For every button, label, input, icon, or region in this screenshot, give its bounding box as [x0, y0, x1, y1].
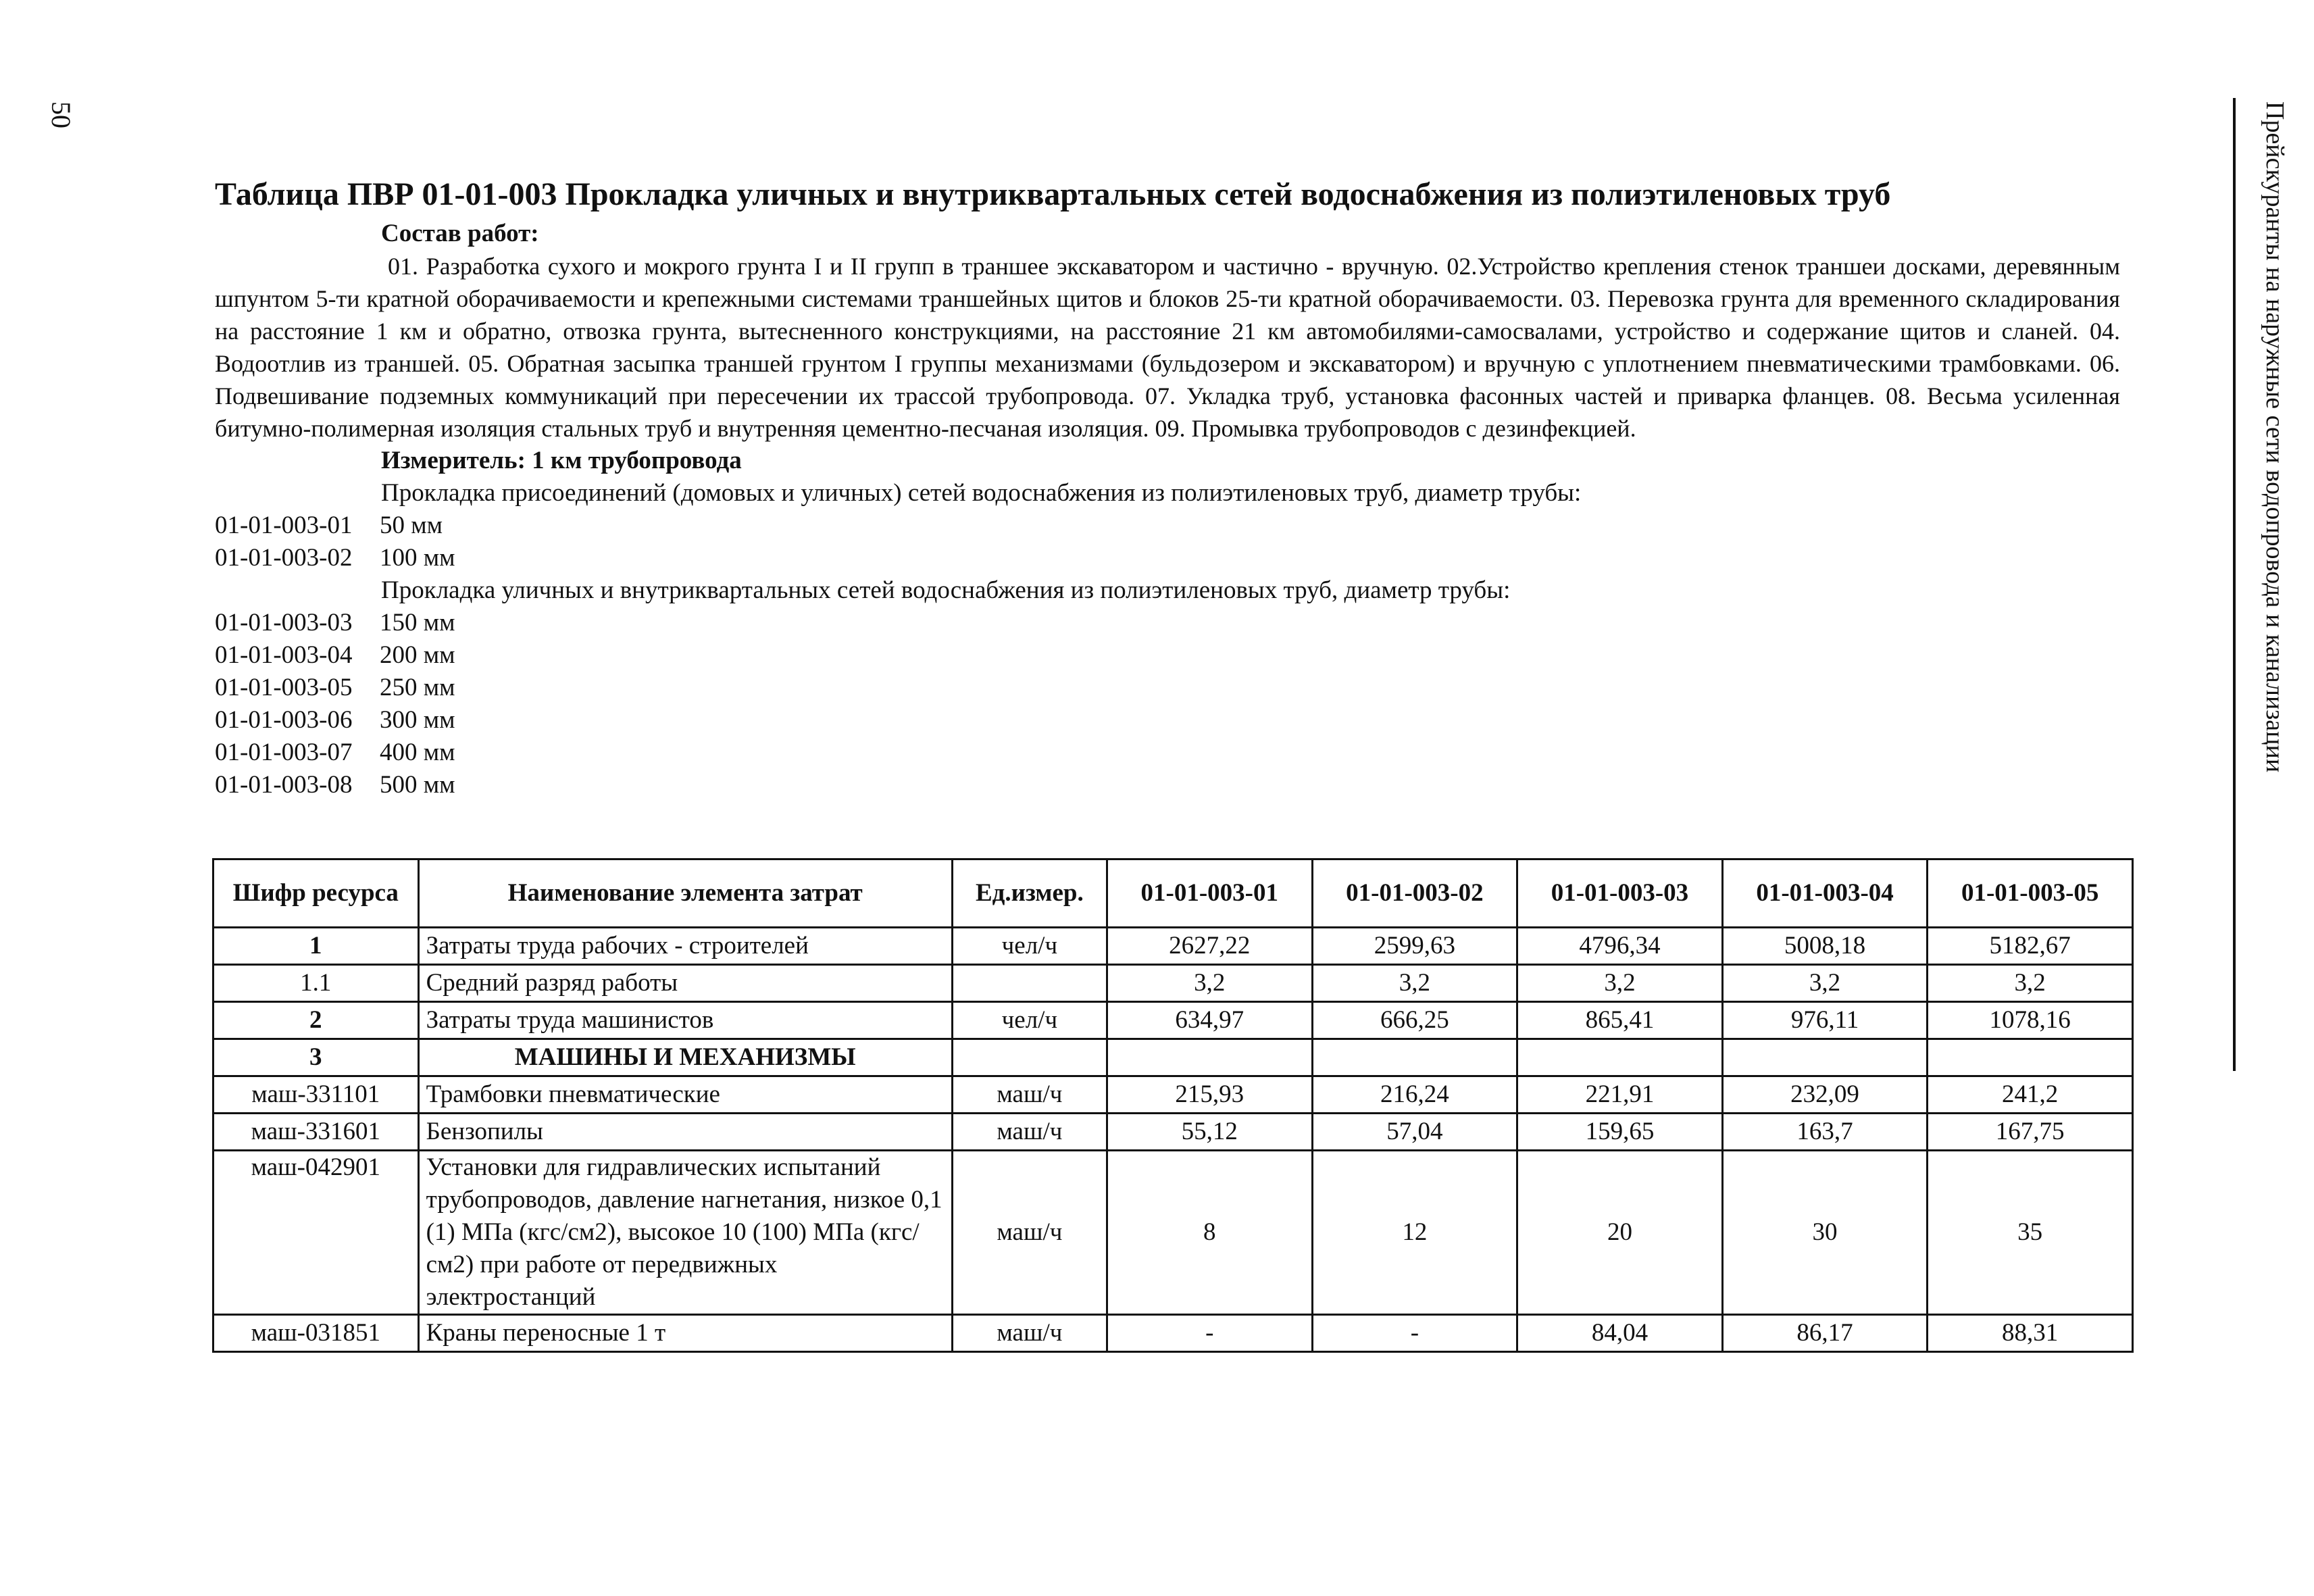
header-name: Наименование элемента затрат — [418, 859, 952, 928]
cell-value: 2627,22 — [1107, 928, 1312, 965]
cell-value: 8 — [1107, 1151, 1312, 1315]
code-line: 01-01-003-01 50 мм — [215, 512, 443, 539]
cell-unit: маш/ч — [952, 1315, 1107, 1352]
cell-value: 221,91 — [1517, 1076, 1723, 1114]
header-col: 01-01-003-05 — [1928, 859, 2133, 928]
cell-value: 12 — [1312, 1151, 1517, 1315]
header-code: Шифр ресурса — [213, 859, 419, 928]
cell-name: Трамбовки пневматические — [418, 1076, 952, 1114]
cell-value: 976,11 — [1722, 1002, 1928, 1039]
cell-value — [1928, 1039, 2133, 1076]
cell-value — [1517, 1039, 1723, 1076]
table-row — [213, 965, 2133, 1002]
works-first: 01. Разработка сухого и мокрого грунта I и II групп в траншее экскаватором и частично - вручную. — [388, 253, 1439, 280]
side-caption: Прейскуранты на наружные сети водопровода и канализации — [2261, 101, 2289, 773]
works-label: Состав работ: — [381, 220, 539, 247]
header-col: 01-01-003-02 — [1312, 859, 1517, 928]
group1-caption: Прокладка присоединений (домовых и уличных) сетей водоснабжения из полиэтиленовых труб, диаметр трубы: — [381, 479, 1582, 507]
cell-value: 84,04 — [1517, 1315, 1723, 1352]
cell-value: 167,75 — [1928, 1114, 2133, 1151]
cell-value: 3,2 — [1312, 965, 1517, 1002]
cell-value: 35 — [1928, 1151, 2133, 1315]
cell-unit — [952, 965, 1107, 1002]
cost-table — [212, 858, 2134, 1353]
table-row — [213, 1114, 2133, 1151]
works-rest: 02.Устройство крепления стенок траншеи досками, деревянным шпунтом 5-ти кратной оборачиваемости и крепежными системами траншейных щитов и блоков 25-ти кратной оборачиваемости. 03. Перевозка грунта для временного складирования на расстояние 1 км и обратно, отвозка грунта, вытесненного конструкциями, на расстояние 21 км автомобилями-самосвалами, устройство и содержание щитов и сланей. 04. Водоотлив из траншей. 05. Обратная засыпка траншей грунтом I группы механизмами (бульдозером и экскаватором) и вручную с уплотнением пневматическими трамбовками. 06. Подвешивание подземных коммуникаций при пересечении их трассой трубопровода. 07. Укладка труб, установка фасонных частей и приварка фланцев. 08. Весьма усиленная битумно-полимерная изоляция стальных труб и внутренняя цементно-песчаная изоляция. 09. Промывка трубопроводов с дезинфекцией. — [215, 253, 2120, 442]
cell-code: 2 — [213, 1002, 419, 1039]
cell-name: Установки для гидравлических испытаний трубопроводов, давление нагнетания, низкое 0,1 (1) МПа (кгс/см2), высокое 10 (100) МПа (кгс/см2) при работе от передвижных электростанций — [418, 1151, 952, 1315]
header-unit: Ед.измер. — [952, 859, 1107, 928]
cell-value: 57,04 — [1312, 1114, 1517, 1151]
cell-unit: чел/ч — [952, 928, 1107, 965]
cell-value: 3,2 — [1928, 965, 2133, 1002]
cell-value: 163,7 — [1722, 1114, 1928, 1151]
cell-value: 3,2 — [1517, 965, 1723, 1002]
table-row — [213, 1002, 2133, 1039]
cell-value: 55,12 — [1107, 1114, 1312, 1151]
cell-value: 20 — [1517, 1151, 1723, 1315]
cell-name: Затраты труда рабочих - строителей — [418, 928, 952, 965]
cell-value: 5008,18 — [1722, 928, 1928, 965]
cell-value: 4796,34 — [1517, 928, 1723, 965]
code-line: 01-01-003-02 100 мм — [215, 544, 455, 572]
group2-list — [215, 607, 2120, 801]
table-row — [213, 1151, 2133, 1315]
cell-code: 1.1 — [213, 965, 419, 1002]
cell-value — [1312, 1039, 1517, 1076]
header-col: 01-01-003-01 — [1107, 859, 1312, 928]
cell-value: 865,41 — [1517, 1002, 1723, 1039]
cell-value: - — [1107, 1315, 1312, 1352]
cell-unit: маш/ч — [952, 1114, 1107, 1151]
cell-unit: чел/ч — [952, 1002, 1107, 1039]
cell-code: маш-331101 — [213, 1076, 419, 1114]
cell-value: 88,31 — [1928, 1315, 2133, 1352]
code-line: 01-01-003-03 150 мм — [215, 609, 455, 637]
table-row — [213, 1076, 2133, 1114]
code-line: 01-01-003-07 400 мм — [215, 739, 455, 766]
cell-value: 159,65 — [1517, 1114, 1723, 1151]
cell-value: 86,17 — [1722, 1315, 1928, 1352]
cell-name: Бензопилы — [418, 1114, 952, 1151]
table-row — [213, 1315, 2133, 1352]
cell-value: 216,24 — [1312, 1076, 1517, 1114]
code-line: 01-01-003-05 250 мм — [215, 674, 455, 701]
code-line: 01-01-003-06 300 мм — [215, 706, 455, 734]
cell-value: 666,25 — [1312, 1002, 1517, 1039]
measure-label: Измеритель: 1 км трубопровода — [381, 447, 742, 474]
cell-value — [1722, 1039, 1928, 1076]
header-col: 01-01-003-03 — [1517, 859, 1723, 928]
cell-value: 634,97 — [1107, 1002, 1312, 1039]
page-number: 50 — [46, 101, 76, 128]
cell-value: 30 — [1722, 1151, 1928, 1315]
cell-value: 215,93 — [1107, 1076, 1312, 1114]
code-line: 01-01-003-04 200 мм — [215, 641, 455, 669]
cell-code: маш-042901 — [213, 1151, 419, 1315]
cell-code: маш-031851 — [213, 1315, 419, 1352]
cell-value: 232,09 — [1722, 1076, 1928, 1114]
table-section-row — [213, 1039, 2133, 1076]
cell-code: маш-331601 — [213, 1114, 419, 1151]
works-description — [215, 250, 2120, 445]
cell-code: 3 — [213, 1039, 419, 1076]
group2-caption: Прокладка уличных и внутриквартальных сетей водоснабжения из полиэтиленовых труб, диаметр трубы: — [381, 576, 1511, 604]
cell-value: 241,2 — [1928, 1076, 2133, 1114]
section-heading: МАШИНЫ И МЕХАНИЗМЫ — [418, 1039, 952, 1076]
cell-code: 1 — [213, 928, 419, 965]
header-col: 01-01-003-04 — [1722, 859, 1928, 928]
cell-name: Затраты труда машинистов — [418, 1002, 952, 1039]
document-body — [215, 174, 2120, 801]
cell-name: Средний разряд работы — [418, 965, 952, 1002]
cell-name: Краны переносные 1 т — [418, 1315, 952, 1352]
cell-value: 3,2 — [1722, 965, 1928, 1002]
cell-value: 2599,63 — [1312, 928, 1517, 965]
cell-value: 1078,16 — [1928, 1002, 2133, 1039]
side-rule — [2233, 98, 2236, 1071]
cell-value — [1107, 1039, 1312, 1076]
cell-value: 5182,67 — [1928, 928, 2133, 965]
table-header-row — [213, 859, 2133, 928]
group1-list — [215, 509, 2120, 574]
cell-unit: маш/ч — [952, 1076, 1107, 1114]
cell-value: - — [1312, 1315, 1517, 1352]
table-title: Таблица ПВР 01-01-003 Прокладка уличных и внутриквартальных сетей водоснабжения из полиэтиленовых труб — [215, 176, 1891, 212]
table-row — [213, 928, 2133, 965]
cell-unit — [952, 1039, 1107, 1076]
cell-value: 3,2 — [1107, 965, 1312, 1002]
code-line: 01-01-003-08 500 мм — [215, 771, 455, 799]
cell-unit: маш/ч — [952, 1151, 1107, 1315]
